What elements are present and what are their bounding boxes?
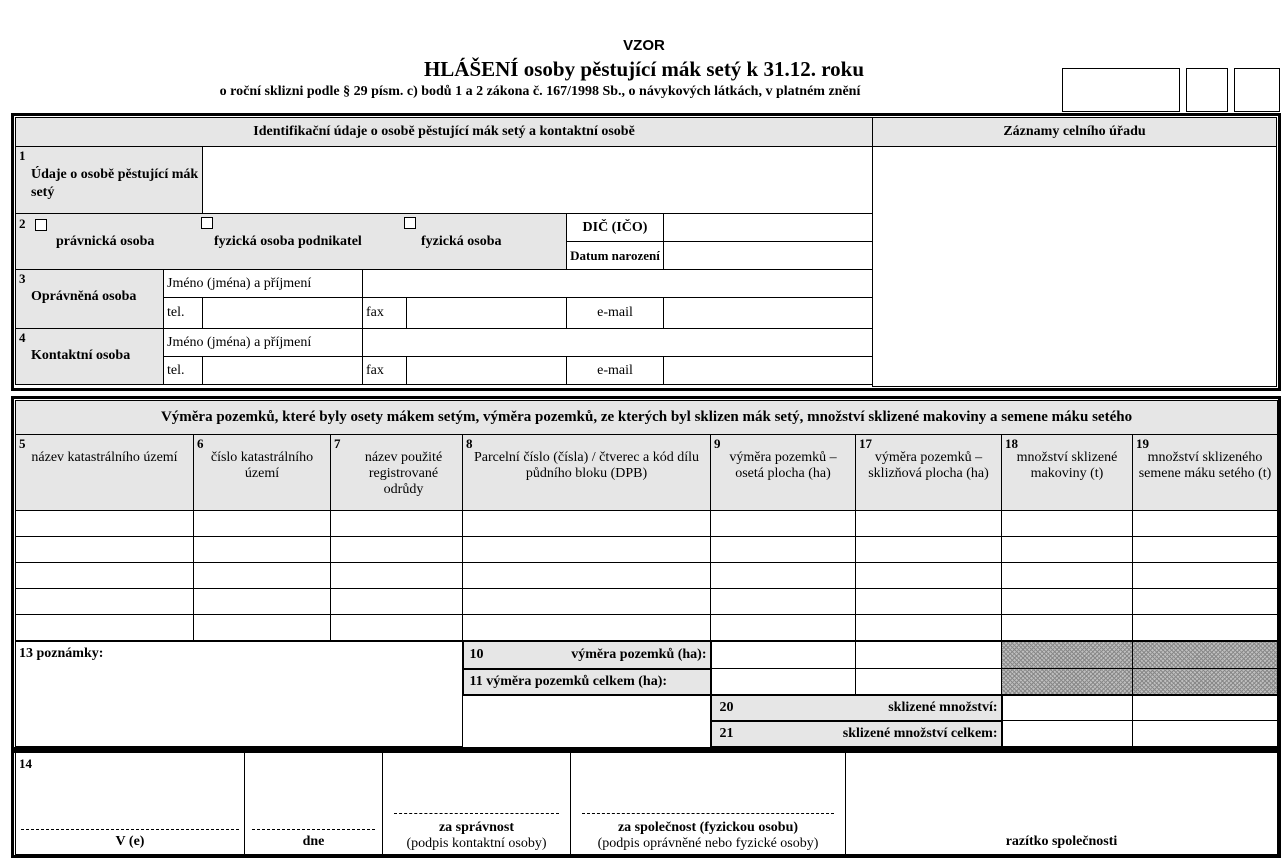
col-header-harvest-area (856, 435, 1002, 511)
field-number-3: 3 (19, 271, 26, 286)
dic-field[interactable] (664, 214, 873, 242)
section2-title: Výměra pozemků, které byly osety mákem setým, výměra pozemků, ze kterých byl sklizen mák setý, množství sklizené makoviny a semene máku setého (16, 401, 1278, 435)
option-natural-person: fyzická osoba (421, 234, 502, 249)
authorized-person-label: Oprávněná osoba (31, 289, 137, 304)
notes-label: 13 poznámky: (19, 645, 104, 661)
identification-table (15, 117, 873, 385)
contact-fax-field[interactable] (407, 357, 567, 385)
table-cell[interactable] (194, 615, 331, 641)
table-row (16, 563, 1278, 589)
table-cell[interactable] (856, 615, 1002, 641)
sum11-sown-field[interactable] (711, 669, 856, 695)
sum21-number: 21 (719, 725, 734, 741)
col-header-poppy-seed (1133, 435, 1278, 511)
col-label-cadastral-name: název katastrálního území (31, 450, 178, 465)
sum10-number: 10 (469, 646, 484, 662)
table-cell[interactable] (331, 563, 463, 589)
stamp-field[interactable] (846, 753, 1278, 855)
table-cell[interactable] (331, 537, 463, 563)
authorized-fax-label: fax (363, 298, 407, 329)
authorized-name-label: Jméno (jména) a příjmení (164, 270, 363, 298)
authorized-person-label-cell (16, 270, 164, 329)
entity-type-cell (16, 214, 567, 270)
date-line (252, 829, 375, 830)
place-label: V (e) (115, 834, 145, 849)
correctness-sub: (podpis kontaktní osoby) (406, 836, 547, 851)
authorized-tel-field[interactable] (203, 298, 363, 329)
table-row (16, 615, 1278, 641)
table-cell[interactable] (711, 589, 856, 615)
table-cell[interactable] (194, 511, 331, 537)
contact-email-label: e-mail (567, 357, 664, 385)
table-cell[interactable] (463, 537, 711, 563)
sum21-label: sklizené množství celkem: (842, 725, 998, 741)
table-cell[interactable] (16, 511, 194, 537)
hatched-cell (1133, 669, 1278, 695)
correctness-line (394, 813, 559, 814)
place-field[interactable] (16, 753, 245, 855)
contact-person-label: Kontaktní osoba (31, 348, 131, 363)
col-label-sown-area: výměra pozemků – osetá plocha (ha) (729, 450, 837, 481)
table-cell[interactable] (331, 589, 463, 615)
customs-table (872, 117, 1277, 387)
table-cell[interactable] (856, 563, 1002, 589)
dic-label: DIČ (IČO) (567, 214, 664, 242)
date-label: dne (302, 834, 325, 849)
col-number-5: 5 (19, 436, 26, 451)
hatched-cell (1002, 669, 1133, 695)
col-number-9: 9 (714, 436, 721, 451)
person-field[interactable] (203, 147, 873, 214)
table-cell[interactable] (1002, 589, 1133, 615)
reference-box-2[interactable] (1186, 68, 1228, 112)
table-cell[interactable] (1002, 563, 1133, 589)
table-row (16, 589, 1278, 615)
contact-name-field[interactable] (363, 329, 873, 357)
col-number-19: 19 (1136, 436, 1149, 451)
reference-box-1[interactable] (1062, 68, 1180, 112)
customs-records-field[interactable] (873, 147, 1277, 387)
field-number-14: 14 (19, 756, 32, 771)
sum21-straw-field[interactable] (1002, 721, 1133, 747)
person-label-cell (16, 147, 203, 214)
table-cell[interactable] (856, 537, 1002, 563)
birth-date-field[interactable] (664, 242, 873, 270)
sum10-label-cell (463, 641, 711, 669)
table-cell[interactable] (194, 563, 331, 589)
correctness-signature-field[interactable] (383, 753, 571, 855)
company-label: za společnost (fyzickou osobu) (617, 820, 799, 835)
contact-name-label: Jméno (jména) a příjmení (164, 329, 363, 357)
stamp-label: razítko společnosti (1005, 834, 1118, 849)
col-header-cadastral-name (16, 435, 194, 511)
authorized-name-field[interactable] (363, 270, 873, 298)
table-cell[interactable] (463, 589, 711, 615)
table-cell[interactable] (1002, 537, 1133, 563)
sum21-label-cell (711, 721, 1002, 747)
table-cell[interactable] (16, 563, 194, 589)
date-field[interactable] (245, 753, 383, 855)
table-cell[interactable] (856, 589, 1002, 615)
authorized-fax-field[interactable] (407, 298, 567, 329)
person-label: Údaje o osobě pěstující mák setý (31, 167, 199, 200)
reference-box-3[interactable] (1234, 68, 1280, 112)
notes-field[interactable] (16, 641, 463, 747)
col-header-sown-area (711, 435, 856, 511)
col-number-17: 17 (859, 436, 872, 451)
contact-tel-field[interactable] (203, 357, 363, 385)
sum20-seed-field[interactable] (1133, 695, 1278, 721)
company-line (582, 813, 834, 814)
sum11-label: 11 výměra pozemků celkem (ha): (463, 669, 711, 695)
authorized-email-label: e-mail (567, 298, 664, 329)
section1-title: Identifikační údaje o osobě pěstující mák setý a kontaktní osobě (16, 118, 873, 147)
hatched-cell (1002, 641, 1133, 669)
table-cell[interactable] (1133, 615, 1278, 641)
land-table (15, 400, 1278, 748)
table-cell[interactable] (194, 589, 331, 615)
signature-table (15, 752, 1278, 855)
col-label-poppy-seed: množství sklizeného semene máku setého (t) (1138, 450, 1272, 481)
contact-person-label-cell (16, 329, 164, 385)
table-cell[interactable] (1002, 511, 1133, 537)
col-label-cadastral-number: číslo katastrálního území (210, 450, 314, 481)
spacer-cell (463, 695, 711, 721)
customs-title: Záznamy celního úřadu (873, 118, 1277, 147)
sum10-label: výměra pozemků (ha): (571, 646, 707, 662)
place-line (21, 829, 239, 830)
option-entrepreneur: fyzická osoba podnikatel (214, 234, 362, 249)
table-cell[interactable] (1133, 511, 1278, 537)
table-cell[interactable] (463, 563, 711, 589)
col-header-parcel (463, 435, 711, 511)
col-number-7: 7 (334, 436, 341, 451)
col-label-variety: název použité registrované odrůdy (364, 450, 443, 497)
company-sub: (podpis oprávněné nebo fyzické osoby) (597, 836, 819, 851)
field-number-2: 2 (19, 216, 26, 231)
form-subtitle: o roční sklizni podle § 29 písm. c) bodů 1 a 2 zákona č. 167/1998 Sb., o návykových látkách, v platném znění (219, 84, 861, 99)
sum20-number: 20 (719, 699, 734, 715)
table-row (16, 537, 1278, 563)
authorized-tel-label: tel. (164, 298, 203, 329)
company-signature-field[interactable] (571, 753, 846, 855)
column-header-row (16, 435, 1278, 511)
checkbox-natural-person[interactable] (404, 217, 416, 229)
table-cell[interactable] (463, 615, 711, 641)
table-cell[interactable] (463, 511, 711, 537)
sum20-label: sklizené množství: (888, 699, 998, 715)
col-label-harvest-area: výměra pozemků – sklizňová plocha (ha) (868, 450, 989, 481)
table-row (16, 511, 1278, 537)
table-cell[interactable] (1133, 589, 1278, 615)
hatched-cell (1133, 641, 1278, 669)
table-cell[interactable] (711, 537, 856, 563)
col-number-8: 8 (466, 436, 473, 451)
form-sample-label: VZOR (623, 37, 665, 54)
table-cell[interactable] (711, 511, 856, 537)
sum21-seed-field[interactable] (1133, 721, 1278, 747)
birth-date-label: Datum narození (567, 242, 664, 270)
table-cell[interactable] (16, 589, 194, 615)
col-header-cadastral-number (194, 435, 331, 511)
contact-tel-label: tel. (164, 357, 203, 385)
authorized-email-field[interactable] (664, 298, 873, 329)
col-number-6: 6 (197, 436, 204, 451)
col-header-poppy-straw (1002, 435, 1133, 511)
table-cell[interactable] (1002, 615, 1133, 641)
table-cell[interactable] (711, 615, 856, 641)
table-cell[interactable] (711, 563, 856, 589)
contact-fax-label: fax (363, 357, 407, 385)
checkbox-legal-entity[interactable] (35, 219, 47, 231)
field-number-4: 4 (19, 330, 26, 345)
sum10-harvest-field[interactable] (856, 641, 1002, 669)
table-cell[interactable] (1133, 537, 1278, 563)
table-cell[interactable] (1133, 563, 1278, 589)
contact-email-field[interactable] (664, 357, 873, 385)
col-number-18: 18 (1005, 436, 1018, 451)
option-legal-entity: právnická osoba (56, 234, 155, 249)
col-header-variety (331, 435, 463, 511)
table-cell[interactable] (856, 511, 1002, 537)
table-cell[interactable] (331, 511, 463, 537)
checkbox-entrepreneur[interactable] (201, 217, 213, 229)
table-cell[interactable] (194, 537, 331, 563)
correctness-label: za správnost (438, 820, 515, 835)
field-number-1: 1 (19, 148, 26, 163)
table-cell[interactable] (16, 615, 194, 641)
col-label-poppy-straw: množství sklizené makoviny (t) (1016, 450, 1118, 481)
table-cell[interactable] (331, 615, 463, 641)
sum20-label-cell (711, 695, 1002, 721)
table-cell[interactable] (16, 537, 194, 563)
sum11-harvest-field[interactable] (856, 669, 1002, 695)
spacer-cell (463, 721, 711, 747)
sum10-sown-field[interactable] (711, 641, 856, 669)
sum20-straw-field[interactable] (1002, 695, 1133, 721)
col-label-parcel: Parcelní číslo (čísla) / čtverec a kód dílu půdního bloku (DPB) (473, 450, 700, 481)
form-title: HLÁŠENÍ osoby pěstující mák setý k 31.12. roku (423, 57, 865, 81)
